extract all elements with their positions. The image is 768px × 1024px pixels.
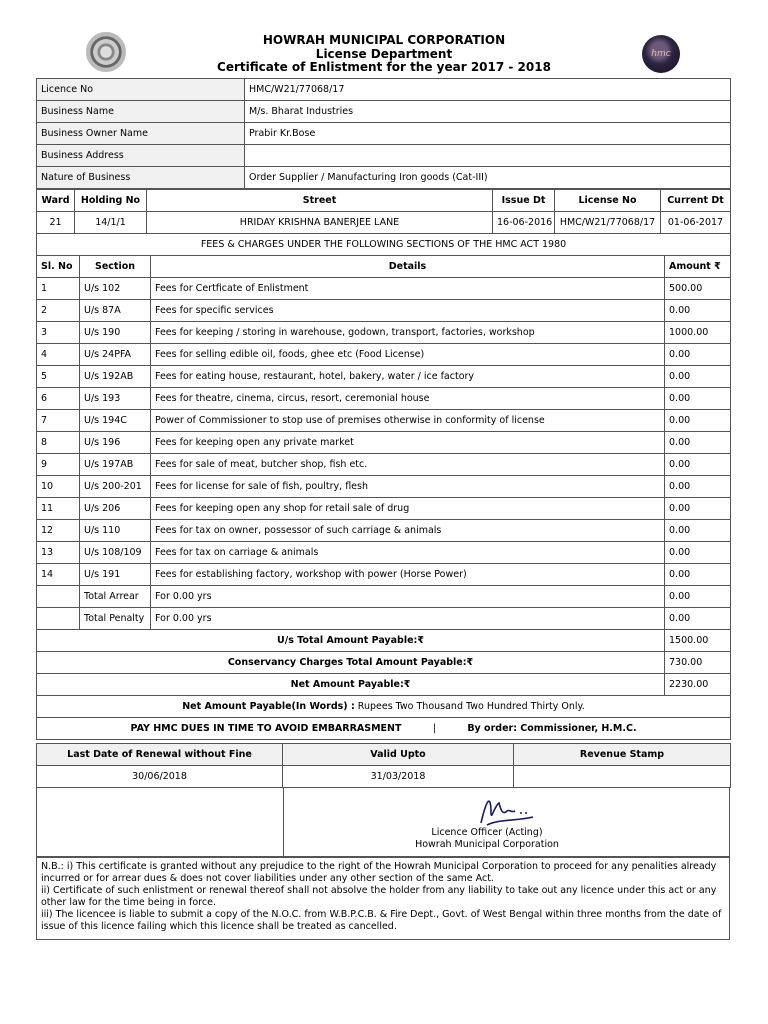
- details-cell: Fees for keeping open any private market: [151, 432, 665, 454]
- table-row: [37, 366, 731, 388]
- current-date-header: Current Dt: [661, 190, 731, 212]
- table-row: [37, 344, 731, 366]
- certificate-title: Certificate of Enlistment for the year 2017 - 2018: [217, 60, 551, 74]
- sl-cell: 13: [37, 542, 80, 564]
- details-cell: Fees for eating house, restaurant, hotel, bakery, water / ice factory: [151, 366, 665, 388]
- location-value-row: [37, 212, 731, 234]
- fees-table: [36, 233, 731, 740]
- details-cell: Fees for specific services: [151, 300, 665, 322]
- info-value: M/s. Bharat Industries: [245, 101, 731, 123]
- holding-header: Holding No: [75, 190, 147, 212]
- section-cell: U/s 206: [80, 498, 151, 520]
- table-row: [37, 608, 731, 630]
- amount-cell: 0.00: [665, 542, 731, 564]
- total-row: [37, 652, 731, 674]
- revenue-stamp-value: [514, 766, 731, 788]
- note-item: N.B.: i) This certificate is granted without any prejudice to the right of the Howrah Municipal Corporation to proceed for any penalities already incurred or for arrear dues & does not cover liabilities under any other section of the same Act.: [41, 861, 717, 884]
- section-cell: U/s 102: [80, 278, 151, 300]
- info-row: [37, 101, 731, 123]
- sl-cell: 2: [37, 300, 80, 322]
- business-info-table: [36, 78, 731, 189]
- valid-upto-header: Valid Upto: [283, 744, 514, 766]
- total-amount: 2230.00: [665, 674, 731, 696]
- sl-cell: 1: [37, 278, 80, 300]
- amount-cell: 0.00: [665, 388, 731, 410]
- amount-cell: 1000.00: [665, 322, 731, 344]
- table-row: [37, 520, 731, 542]
- sl-cell: 8: [37, 432, 80, 454]
- table-row: [37, 586, 731, 608]
- note-item: iii) The licencee is liable to submit a copy of the N.O.C. from W.B.P.C.B. & Fire Dept., Govt. of West Bengal within three months from the date of issue of this licence failing which this licence shall be treated as cancelled.: [41, 909, 722, 932]
- amount-cell: 0.00: [665, 520, 731, 542]
- table-row: [37, 322, 731, 344]
- pay-right-text: By order: Commissioner, H.M.C.: [467, 723, 637, 734]
- total-row: [37, 630, 731, 652]
- details-cell: Fees for keeping / storing in warehouse, godown, transport, factories, workshop: [151, 322, 665, 344]
- renewal-header-row: [37, 744, 731, 766]
- words-row: [37, 696, 731, 718]
- amount-cell: 0.00: [665, 366, 731, 388]
- sl-cell: 12: [37, 520, 80, 542]
- info-value: [245, 145, 731, 167]
- fees-header-row: [37, 256, 731, 278]
- note-item: ii) Certificate of such enlistment or renewal thereof shall not absolve the holder from any liability to take out any licence under this act or any other law for the time being in force.: [41, 885, 717, 908]
- section-cell: U/s 110: [80, 520, 151, 542]
- details-cell: Fees for theatre, cinema, circus, resort, ceremonial house: [151, 388, 665, 410]
- revenue-stamp-header: Revenue Stamp: [514, 744, 731, 766]
- amount-cell: 0.00: [665, 454, 731, 476]
- details-cell: For 0.00 yrs: [151, 608, 665, 630]
- pay-separator: |: [432, 723, 436, 734]
- section-cell: U/s 196: [80, 432, 151, 454]
- sl-cell: [37, 586, 80, 608]
- pay-row: [37, 718, 731, 740]
- renewal-table: [36, 743, 731, 788]
- total-amount: 1500.00: [665, 630, 731, 652]
- details-header: Details: [151, 256, 665, 278]
- sl-cell: 6: [37, 388, 80, 410]
- section-cell: U/s 200-201: [80, 476, 151, 498]
- certificate-header: [0, 34, 768, 75]
- section-cell: U/s 193: [80, 388, 151, 410]
- amount-cell: 0.00: [665, 498, 731, 520]
- words-label: Net Amount Payable(In Words) :: [182, 701, 355, 712]
- amount-cell: 0.00: [665, 432, 731, 454]
- details-cell: For 0.00 yrs: [151, 586, 665, 608]
- info-label: Business Owner Name: [37, 123, 245, 145]
- last-renewal-header: Last Date of Renewal without Fine: [37, 744, 283, 766]
- details-cell: Fees for establishing factory, workshop with power (Horse Power): [151, 564, 665, 586]
- total-row: [37, 674, 731, 696]
- amount-header: Amount ₹: [665, 256, 731, 278]
- sl-cell: 7: [37, 410, 80, 432]
- total-label: Net Amount Payable:₹: [37, 674, 665, 696]
- details-cell: Fees for tax on carriage & animals: [151, 542, 665, 564]
- table-row: [37, 564, 731, 586]
- info-label: Business Name: [37, 101, 245, 123]
- pay-left-text: PAY HMC DUES IN TIME TO AVOID EMBARRASMENT: [130, 723, 402, 734]
- section-cell: U/s 87A: [80, 300, 151, 322]
- issue-date-value: 16-06-2016: [493, 212, 555, 234]
- ward-header: Ward: [37, 190, 75, 212]
- amount-cell: 0.00: [665, 564, 731, 586]
- sl-cell: 5: [37, 366, 80, 388]
- renewal-value-row: [37, 766, 731, 788]
- license-no-header: License No: [555, 190, 661, 212]
- info-value: Order Supplier / Manufacturing Iron goods (Cat-III): [245, 167, 731, 189]
- table-row: [37, 542, 731, 564]
- department-name: License Department: [315, 46, 453, 61]
- amount-cell: 0.00: [665, 344, 731, 366]
- info-row: [37, 145, 731, 167]
- sl-cell: 3: [37, 322, 80, 344]
- street-header: Street: [147, 190, 493, 212]
- pay-notice: [37, 718, 731, 740]
- section-cell: U/s 192AB: [80, 366, 151, 388]
- last-renewal-value: 30/06/2018: [37, 766, 283, 788]
- section-cell: Total Arrear: [80, 586, 151, 608]
- info-label: Business Address: [37, 145, 245, 167]
- details-cell: Fees for Certficate of Enlistment: [151, 278, 665, 300]
- signatory-org: Howrah Municipal Corporation: [415, 839, 559, 850]
- table-row: [37, 388, 731, 410]
- officer-signature: [477, 793, 537, 829]
- info-row: [37, 167, 731, 189]
- table-row: [37, 278, 731, 300]
- section-cell: Total Penalty: [80, 608, 151, 630]
- sl-cell: 11: [37, 498, 80, 520]
- amount-cell: 0.00: [665, 300, 731, 322]
- details-cell: Fees for license for sale of fish, poultry, flesh: [151, 476, 665, 498]
- details-cell: Fees for sale of meat, butcher shop, fish etc.: [151, 454, 665, 476]
- table-row: [37, 410, 731, 432]
- amount-cell: 0.00: [665, 586, 731, 608]
- amount-cell: 0.00: [665, 476, 731, 498]
- amount-cell: 500.00: [665, 278, 731, 300]
- total-amount: 730.00: [665, 652, 731, 674]
- fees-title-row: [37, 234, 731, 256]
- issue-date-header: Issue Dt: [493, 190, 555, 212]
- section-cell: U/s 191: [80, 564, 151, 586]
- valid-upto-value: 31/03/2018: [283, 766, 514, 788]
- info-label: Licence No: [37, 79, 245, 101]
- info-label: Nature of Business: [37, 167, 245, 189]
- info-value: Prabir Kr.Bose: [245, 123, 731, 145]
- license-no-value: HMC/W21/77068/17: [555, 212, 661, 234]
- section-cell: U/s 190: [80, 322, 151, 344]
- section-cell: U/s 24PFA: [80, 344, 151, 366]
- holding-value: 14/1/1: [75, 212, 147, 234]
- total-label: Conservancy Charges Total Amount Payable:₹: [37, 652, 665, 674]
- words-value: Rupees Two Thousand Two Hundred Thirty Only.: [357, 701, 585, 712]
- section-header: Section: [80, 256, 151, 278]
- signatory-block: [387, 827, 587, 851]
- section-cell: U/s 197AB: [80, 454, 151, 476]
- fees-title: FEES & CHARGES UNDER THE FOLLOWING SECTIONS OF THE HMC ACT 1980: [37, 234, 731, 256]
- section-cell: U/s 194C: [80, 410, 151, 432]
- sl-header: Sl. No: [37, 256, 80, 278]
- table-row: [37, 432, 731, 454]
- section-cell: U/s 108/109: [80, 542, 151, 564]
- sl-cell: 9: [37, 454, 80, 476]
- table-row: [37, 300, 731, 322]
- total-label: U/s Total Amount Payable:₹: [37, 630, 665, 652]
- info-row: [37, 79, 731, 101]
- info-row: [37, 123, 731, 145]
- location-header-row: [37, 190, 731, 212]
- table-row: [37, 476, 731, 498]
- sl-cell: [37, 608, 80, 630]
- amount-in-words: [37, 696, 731, 718]
- notes-box: [36, 857, 730, 940]
- info-value: HMC/W21/77068/17: [245, 79, 731, 101]
- amount-cell: 0.00: [665, 410, 731, 432]
- sl-cell: 4: [37, 344, 80, 366]
- ward-value: 21: [37, 212, 75, 234]
- details-cell: Power of Commissioner to stop use of premises otherwise in conformity of license: [151, 410, 665, 432]
- hmc-logo: hmc: [642, 35, 680, 73]
- current-date-value: 01-06-2017: [661, 212, 731, 234]
- org-name: HOWRAH MUNICIPAL CORPORATION: [262, 33, 506, 47]
- sl-cell: 14: [37, 564, 80, 586]
- details-cell: Fees for keeping open any shop for retail sale of drug: [151, 498, 665, 520]
- amount-cell: 0.00: [665, 608, 731, 630]
- sl-cell: 10: [37, 476, 80, 498]
- details-cell: Fees for selling edible oil, foods, ghee etc (Food License): [151, 344, 665, 366]
- table-row: [37, 498, 731, 520]
- signature-box: [36, 787, 730, 857]
- location-table: [36, 189, 731, 234]
- table-row: [37, 454, 731, 476]
- signatory-title: Licence Officer (Acting): [431, 827, 543, 838]
- street-value: HRIDAY KRISHNA BANERJEE LANE: [147, 212, 493, 234]
- details-cell: Fees for tax on owner, possessor of such carriage & animals: [151, 520, 665, 542]
